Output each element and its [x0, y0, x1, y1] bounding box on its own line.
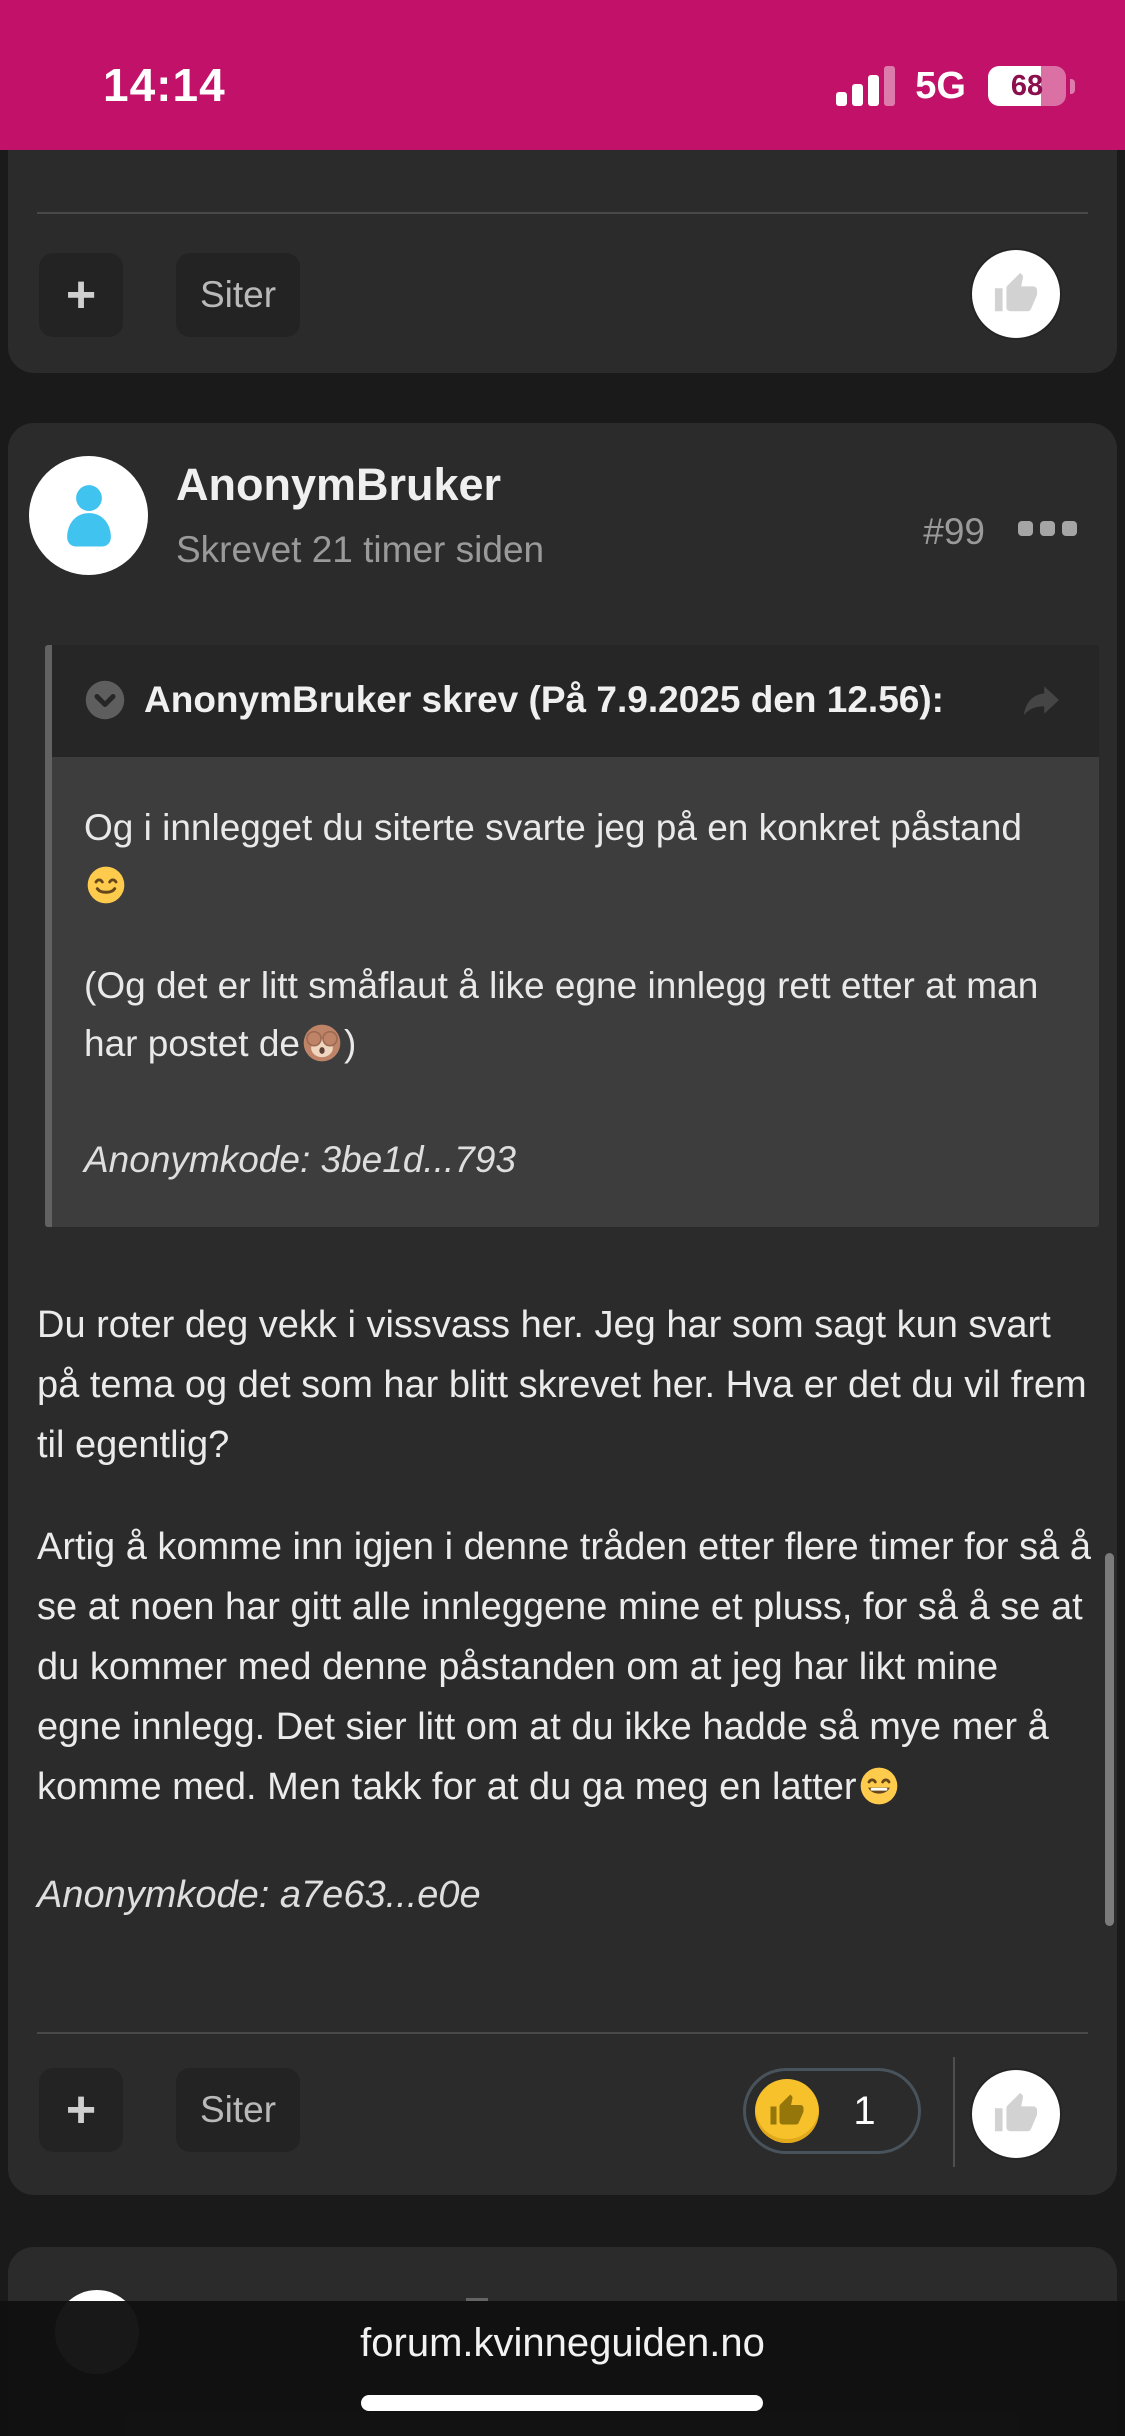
- divider: [953, 2057, 955, 2167]
- address-bar[interactable]: forum.kvinneguiden.no: [360, 2321, 765, 2365]
- cellular-signal-icon: [836, 66, 895, 106]
- browser-bottom-bar: [0, 2301, 1125, 2436]
- paragraph: Artig å komme inn igjen i denne tråden etter flere timer for så å se at noen har gitt alle innleggene mine et pluss, for så å se at du kommer med denne påstanden om at jeg har likt mine egne innlegg. Det sier litt om at du ikke hadde så mye mer å komme med. Men takk for at du ga meg en latter: [37, 1526, 1091, 1808]
- thumbs-up-emoji-icon: [755, 2079, 819, 2143]
- status-bar: [0, 0, 1125, 150]
- post-card: [8, 423, 1117, 2195]
- quoted-post: [45, 645, 1099, 1227]
- post-author[interactable]: AnonymBruker: [176, 459, 502, 510]
- plus-react-button[interactable]: [39, 2068, 123, 2152]
- quote-button[interactable]: Siter: [176, 253, 300, 337]
- paragraph: (Og det er litt småflaut å like egne innlegg rett etter at man har postet de ): [84, 965, 1039, 1064]
- paragraph: Anonymkode: a7e63...e0e: [37, 1874, 481, 1916]
- clock: 14:14: [103, 59, 226, 111]
- like-button[interactable]: [972, 250, 1060, 338]
- person-icon: [46, 473, 132, 559]
- paragraph: Du roter deg vekk i vissvass her. Jeg har som sagt kun svart på tema og det som har blitt skrevet her. Hva er det du vil frem til egentlig?: [37, 1304, 1087, 1466]
- chevron-down-icon[interactable]: [84, 679, 126, 721]
- reply-arrow-icon[interactable]: [1019, 677, 1067, 725]
- quote-body: [52, 757, 1099, 1227]
- divider: [37, 212, 1088, 214]
- battery-percent: 68: [1010, 69, 1044, 102]
- quote-header-text: AnonymBruker skrev (På 7.9.2025 den 12.56):: [144, 679, 944, 720]
- ellipsis-menu-icon[interactable]: [1018, 521, 1077, 536]
- plus-react-button[interactable]: [39, 253, 123, 337]
- reaction-summary-pill[interactable]: [743, 2068, 921, 2154]
- home-indicator[interactable]: [361, 2395, 763, 2411]
- avatar[interactable]: [29, 456, 148, 575]
- previous-post-card: [8, 150, 1117, 373]
- emoji-smiling-face: [86, 864, 126, 904]
- plus-icon: +: [65, 2081, 97, 2139]
- quote-header[interactable]: [52, 645, 1099, 757]
- scrollbar[interactable]: [1105, 1553, 1114, 1926]
- status-indicators: [836, 64, 1075, 108]
- thumbs-up-icon: [993, 271, 1039, 317]
- emoji-grinning-face: [859, 1764, 899, 1804]
- thumbs-up-icon: [993, 2091, 1039, 2137]
- quote-button[interactable]: Siter: [176, 2068, 300, 2152]
- network-type-label: 5G: [915, 64, 966, 107]
- post-timestamp: Skrevet 21 timer siden: [176, 529, 545, 570]
- paragraph: Og i innlegget du siterte svarte jeg på en konkret påstand: [84, 799, 1059, 915]
- battery-icon: [988, 66, 1066, 106]
- paragraph: Anonymkode: 3be1d...793: [84, 1139, 516, 1180]
- post-body: [37, 1295, 1093, 1925]
- emoji-see-no-evil-monkey: [302, 1022, 342, 1062]
- battery-cap: [1070, 79, 1075, 94]
- plus-icon: +: [65, 266, 97, 324]
- post-number[interactable]: #99: [923, 511, 985, 552]
- divider: [37, 2032, 1088, 2034]
- like-button[interactable]: [972, 2070, 1060, 2158]
- reaction-count: 1: [853, 2088, 876, 2133]
